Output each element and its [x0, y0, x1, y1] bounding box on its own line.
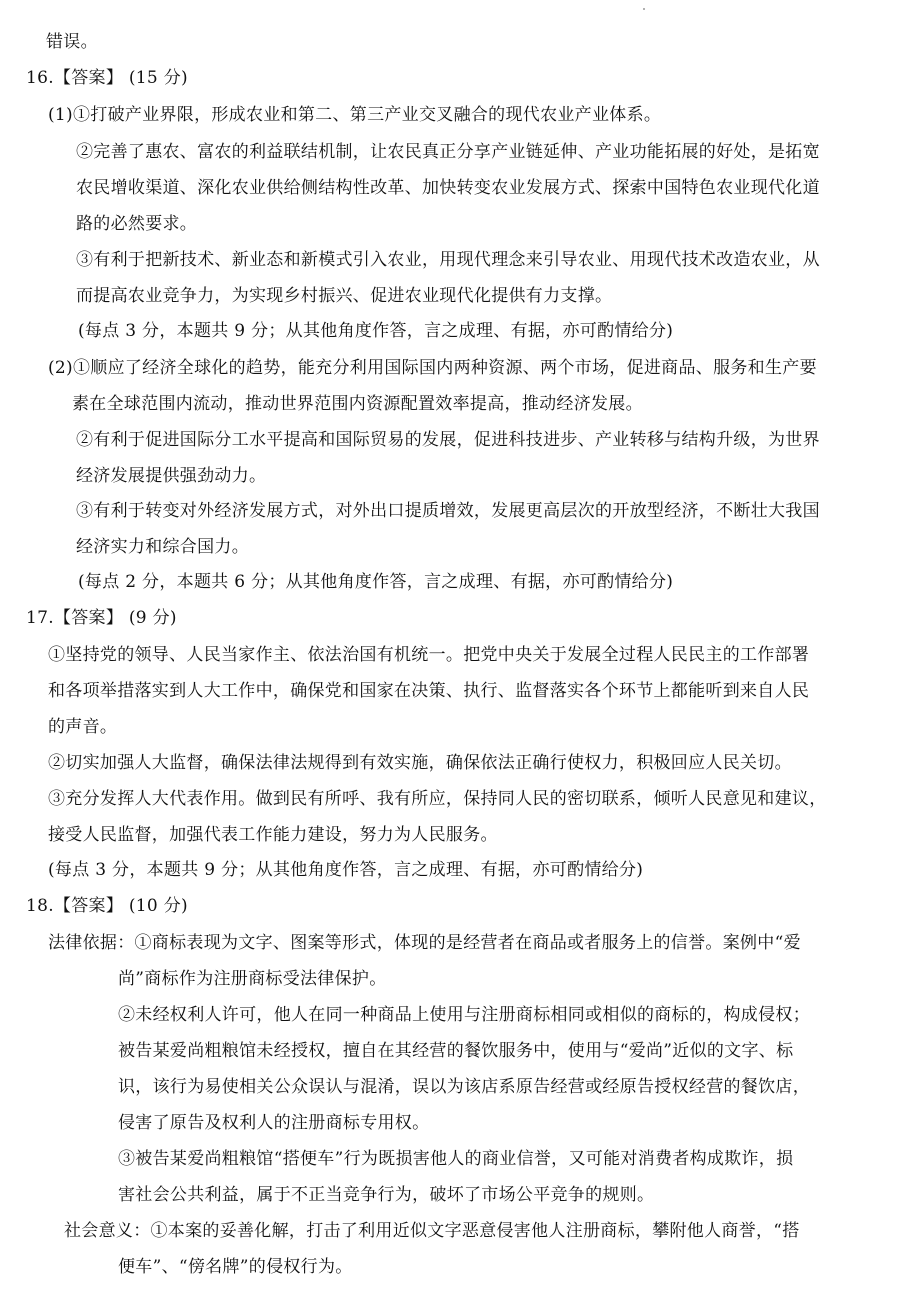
text-line: 经济发展提供强劲动力。: [76, 466, 267, 486]
answer-heading-16: 16.【答案】 (15 分): [26, 68, 188, 88]
answer-heading-18: 18.【答案】 (10 分): [26, 896, 188, 916]
text-line: 和各项举措落实到人大工作中，确保党和国家在决策、执行、监督落实各个环节上都能听到来自人民: [48, 681, 810, 701]
text-line: (1)①打破产业界限，形成农业和第二、第三产业交叉融合的现代农业产业体系。: [48, 105, 662, 125]
text-line: 便车”、“傍名牌”的侵权行为。: [118, 1257, 353, 1277]
text-line: 接受人民监督，加强代表工作能力建设，努力为人民服务。: [48, 825, 498, 845]
text-line: 经济实力和综合国力。: [76, 537, 249, 557]
text-line: ②完善了惠农、富农的利益联结机制，让农民真正分享产业链延伸、产业功能拓展的好处，是拓宽: [76, 142, 820, 162]
text-line: 法律依据：①商标表现为文字、图案等形式，体现的是经营者在商品或者服务上的信誉。案例中“爱: [48, 933, 801, 953]
text-line: ①坚持党的领导、人民当家作主、依法治国有机统一。把党中央关于发展全过程人民民主的工作部署: [48, 645, 810, 665]
scoring-note: (每点 3 分，本题共 9 分；从其他角度作答，言之成理、有据，亦可酌情给分): [48, 860, 644, 880]
scoring-note: (每点 3 分，本题共 9 分；从其他角度作答，言之成理、有据，亦可酌情给分): [78, 321, 674, 341]
text-line: 害社会公共利益，属于不正当竞争行为，破坏了市场公平竞争的规则。: [118, 1185, 655, 1205]
text-line: ③充分发挥人大代表作用。做到民有所呼、我有所应，保持同人民的密切联系，倾听人民意见和建议，: [48, 789, 827, 809]
scoring-note: (每点 2 分，本题共 6 分；从其他角度作答，言之成理、有据，亦可酌情给分): [78, 572, 674, 592]
text-line: 侵害了原告及权利人的注册商标专用权。: [118, 1113, 430, 1133]
text-line: 识，该行为易使相关公众误认与混淆，误以为该店系原告经营或经原告授权经营的餐饮店，: [118, 1077, 810, 1097]
text-line: 被告某爱尚粗粮馆未经授权，擅自在其经营的餐饮服务中，使用与“爱尚”近似的文字、标: [118, 1041, 794, 1061]
text-line: 素在全球范围内流动，推动世界范围内资源配置效率提高，推动经济发展。: [72, 394, 643, 414]
text-line: ③被告某爱尚粗粮馆“搭便车”行为既损害他人的商业信誉，又可能对消费者构成欺诈，损: [118, 1149, 794, 1169]
text-line: 农民增收渠道、深化农业供给侧结构性改革、加快转变农业发展方式、探索中国特色农业现代化道: [76, 178, 820, 198]
text-line: ②未经权利人许可，他人在同一种商品上使用与注册商标相同或相似的商标的，构成侵权；: [118, 1005, 810, 1025]
text-line: ②有利于促进国际分工水平提高和国际贸易的发展，促进科技进步、产业转移与结构升级，为世界: [76, 430, 820, 450]
text-line: 路的必然要求。: [76, 214, 198, 234]
text-line: 社会意义：①本案的妥善化解，打击了利用近似文字恶意侵害他人注册商标，攀附他人商誉，“搭: [64, 1221, 800, 1241]
text-line: (2)①顺应了经济全球化的趋势，能充分利用国际国内两种资源、两个市场，促进商品、服务和生产要: [48, 358, 817, 378]
answer-heading-17: 17.【答案】 (9 分): [26, 608, 177, 628]
text-line: 错误。: [46, 32, 98, 52]
text-line: 尚”商标作为注册商标受法律保护。: [118, 969, 387, 989]
text-line: 而提高农业竞争力，为实现乡村振兴、促进农业现代化提供有力支撑。: [76, 286, 613, 306]
text-line: ②切实加强人大监督，确保法律法规得到有效实施，确保依法正确行使权力，积极回应人民关切。: [48, 753, 792, 773]
text-line: 的声音。: [48, 717, 118, 737]
text-line: ③有利于转变对外经济发展方式，对外出口提质增效，发展更高层次的开放型经济，不断壮大我国: [76, 501, 820, 521]
text-line: ③有利于把新技术、新业态和新模式引入农业，用现代理念来引导农业、用现代技术改造农业，从: [76, 250, 820, 270]
scan-speck: [643, 8, 645, 10]
